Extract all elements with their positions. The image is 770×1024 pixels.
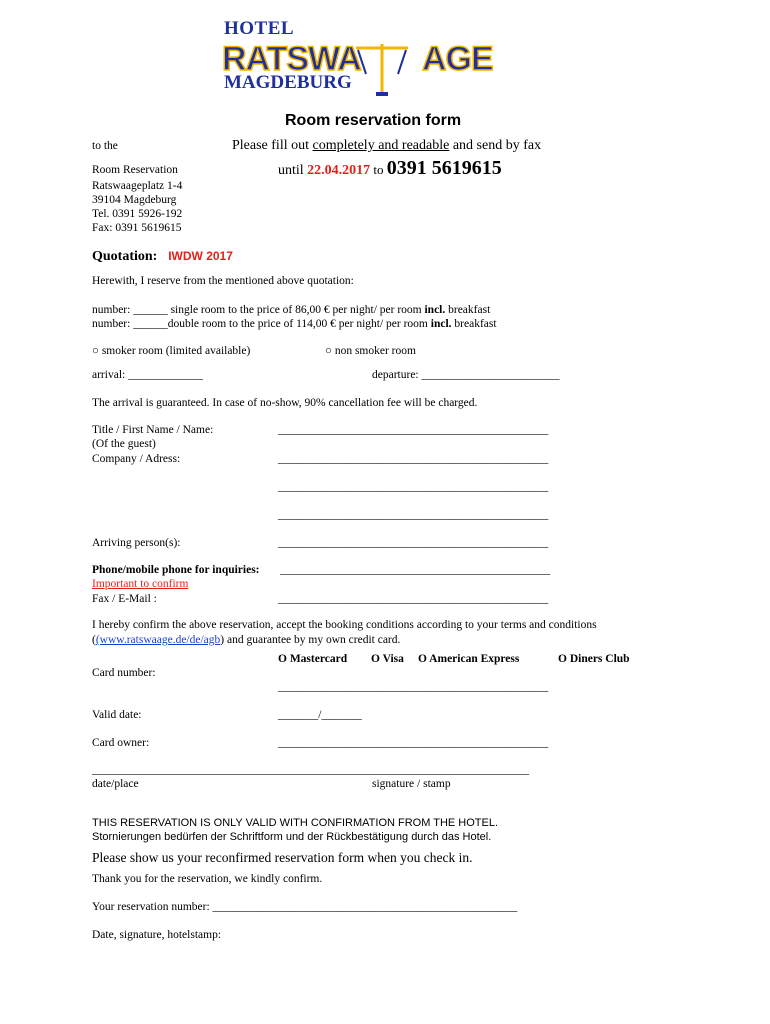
to-label: to bbox=[370, 162, 387, 177]
herewith-text: Herewith, I reserve from the mentioned above quotation: bbox=[92, 275, 354, 287]
instruction-suffix: and send by fax bbox=[449, 138, 542, 153]
deadline-date: 22.04.2017 bbox=[307, 163, 371, 178]
breakfast-text: breakfast bbox=[451, 318, 497, 330]
persons-label: Arriving person(s): bbox=[92, 537, 181, 549]
terms-link[interactable]: (www.ratswaage.de/de/agb bbox=[95, 634, 221, 646]
logo-name-left: RATSWA bbox=[222, 40, 361, 78]
check-in-notice: Please show us your reconfirmed reservation form when you check in. bbox=[92, 850, 473, 865]
incl-text: incl. bbox=[430, 318, 452, 330]
double-room-text: number: ______double room to the price of 114,00 € per night/ per room bbox=[92, 318, 431, 330]
logo-hotel-text: HOTEL bbox=[224, 18, 295, 39]
address-line: Ratswaageplatz 1-4 bbox=[92, 180, 183, 192]
address-line: Fax: 0391 5619615 bbox=[92, 222, 182, 234]
phone-label: Phone/mobile phone for inquiries: bbox=[92, 564, 260, 576]
double-room-line[interactable] bbox=[92, 318, 497, 330]
non-smoker-room-option[interactable]: ○ non smoker room bbox=[325, 345, 416, 357]
quotation-value: IWDW 2017 bbox=[168, 249, 233, 263]
card-number-label: Card number: bbox=[92, 667, 156, 679]
quotation-row bbox=[92, 249, 233, 265]
single-room-line[interactable] bbox=[92, 304, 490, 316]
name-field[interactable]: _______________________________________________ bbox=[278, 424, 549, 436]
valid-date-field[interactable]: _______/_______ bbox=[278, 709, 362, 721]
page-title: Room reservation form bbox=[285, 112, 462, 129]
to-the-label: to the bbox=[92, 140, 118, 152]
phone-field[interactable]: _______________________________________________ bbox=[280, 564, 551, 576]
validity-notice: THIS RESERVATION IS ONLY VALID WITH CONFIRMATION FROM THE HOTEL. bbox=[92, 817, 499, 829]
fax-number: 0391 5619615 bbox=[386, 157, 502, 179]
arrival-field[interactable]: arrival: _____________ bbox=[92, 369, 203, 381]
fax-email-field[interactable]: _______________________________________________ bbox=[278, 593, 549, 605]
confirm-text-2 bbox=[92, 634, 400, 646]
breakfast-text: breakfast bbox=[445, 304, 491, 316]
address-line: Tel. 0391 5926-192 bbox=[92, 208, 183, 220]
name-label: Title / First Name / Name: bbox=[92, 424, 214, 436]
amex-option[interactable]: O American Express bbox=[418, 653, 520, 665]
confirm-text: I hereby confirm the above reservation, accept the booking conditions according to your terms and conditions bbox=[92, 619, 597, 631]
instruction-underlined: completely and readable bbox=[312, 138, 450, 153]
card-owner-label: Card owner: bbox=[92, 737, 150, 749]
mastercard-option[interactable]: O Mastercard bbox=[278, 653, 348, 665]
valid-date-label: Valid date: bbox=[92, 709, 142, 721]
confirm-paren: ( bbox=[92, 634, 96, 646]
diners-option[interactable]: O Diners Club bbox=[558, 653, 630, 665]
date-place-label: date/place bbox=[92, 778, 139, 790]
logo-city-text: MAGDEBURG bbox=[224, 72, 352, 93]
deadline-line bbox=[278, 157, 502, 180]
hotel-logo bbox=[222, 18, 552, 98]
visa-option[interactable]: O Visa bbox=[371, 653, 404, 665]
reservation-number-field[interactable]: Your reservation number: _____________________________________________________ bbox=[92, 901, 518, 913]
signature-stamp-label: signature / stamp bbox=[372, 778, 451, 790]
logo-name-right: AGE bbox=[422, 40, 493, 78]
single-room-text: number: ______ single room to the price of 86,00 € per night/ per room bbox=[92, 304, 425, 316]
fill-instruction bbox=[232, 138, 541, 154]
address-field-2[interactable]: _______________________________________________ bbox=[278, 509, 549, 521]
persons-field[interactable]: _______________________________________________ bbox=[278, 537, 549, 549]
of-guest-label: (Of the guest) bbox=[92, 438, 156, 450]
important-note: Important to confirm bbox=[92, 578, 189, 590]
address-line: 39104 Magdeburg bbox=[92, 194, 177, 206]
card-number-field[interactable]: _______________________________________________ bbox=[278, 681, 549, 693]
cancellation-notice: Stornierungen bedürfen der Schriftform und der Rückbestätigung durch das Hotel. bbox=[92, 831, 492, 843]
signature-field[interactable]: ____________________________________________________________________________ bbox=[92, 764, 529, 776]
address-field[interactable]: _______________________________________________ bbox=[278, 481, 549, 493]
card-owner-field[interactable]: _______________________________________________ bbox=[278, 737, 549, 749]
fax-email-label: Fax / E-Mail : bbox=[92, 593, 157, 605]
company-field[interactable]: _______________________________________________ bbox=[278, 453, 549, 465]
thank-you-text: Thank you for the reservation, we kindly confirm. bbox=[92, 873, 323, 885]
until-label: until bbox=[278, 163, 308, 178]
confirm-guarantee: ) and guarantee by my own credit card. bbox=[220, 634, 401, 646]
incl-text: incl. bbox=[424, 304, 446, 316]
company-label: Company / Adress: bbox=[92, 453, 181, 465]
quotation-label: Quotation: bbox=[92, 249, 158, 264]
departure-field[interactable]: departure: ________________________ bbox=[372, 369, 560, 381]
guarantee-text: The arrival is guaranteed. In case of no-show, 90% cancellation fee will be charged. bbox=[92, 397, 478, 409]
smoker-room-option[interactable]: ○ smoker room (limited available) bbox=[92, 345, 251, 357]
instruction-prefix: Please fill out bbox=[232, 138, 313, 153]
scale-icon bbox=[352, 40, 412, 106]
hotel-signature-label: Date, signature, hotelstamp: bbox=[92, 929, 222, 941]
address-line: Room Reservation bbox=[92, 164, 178, 176]
